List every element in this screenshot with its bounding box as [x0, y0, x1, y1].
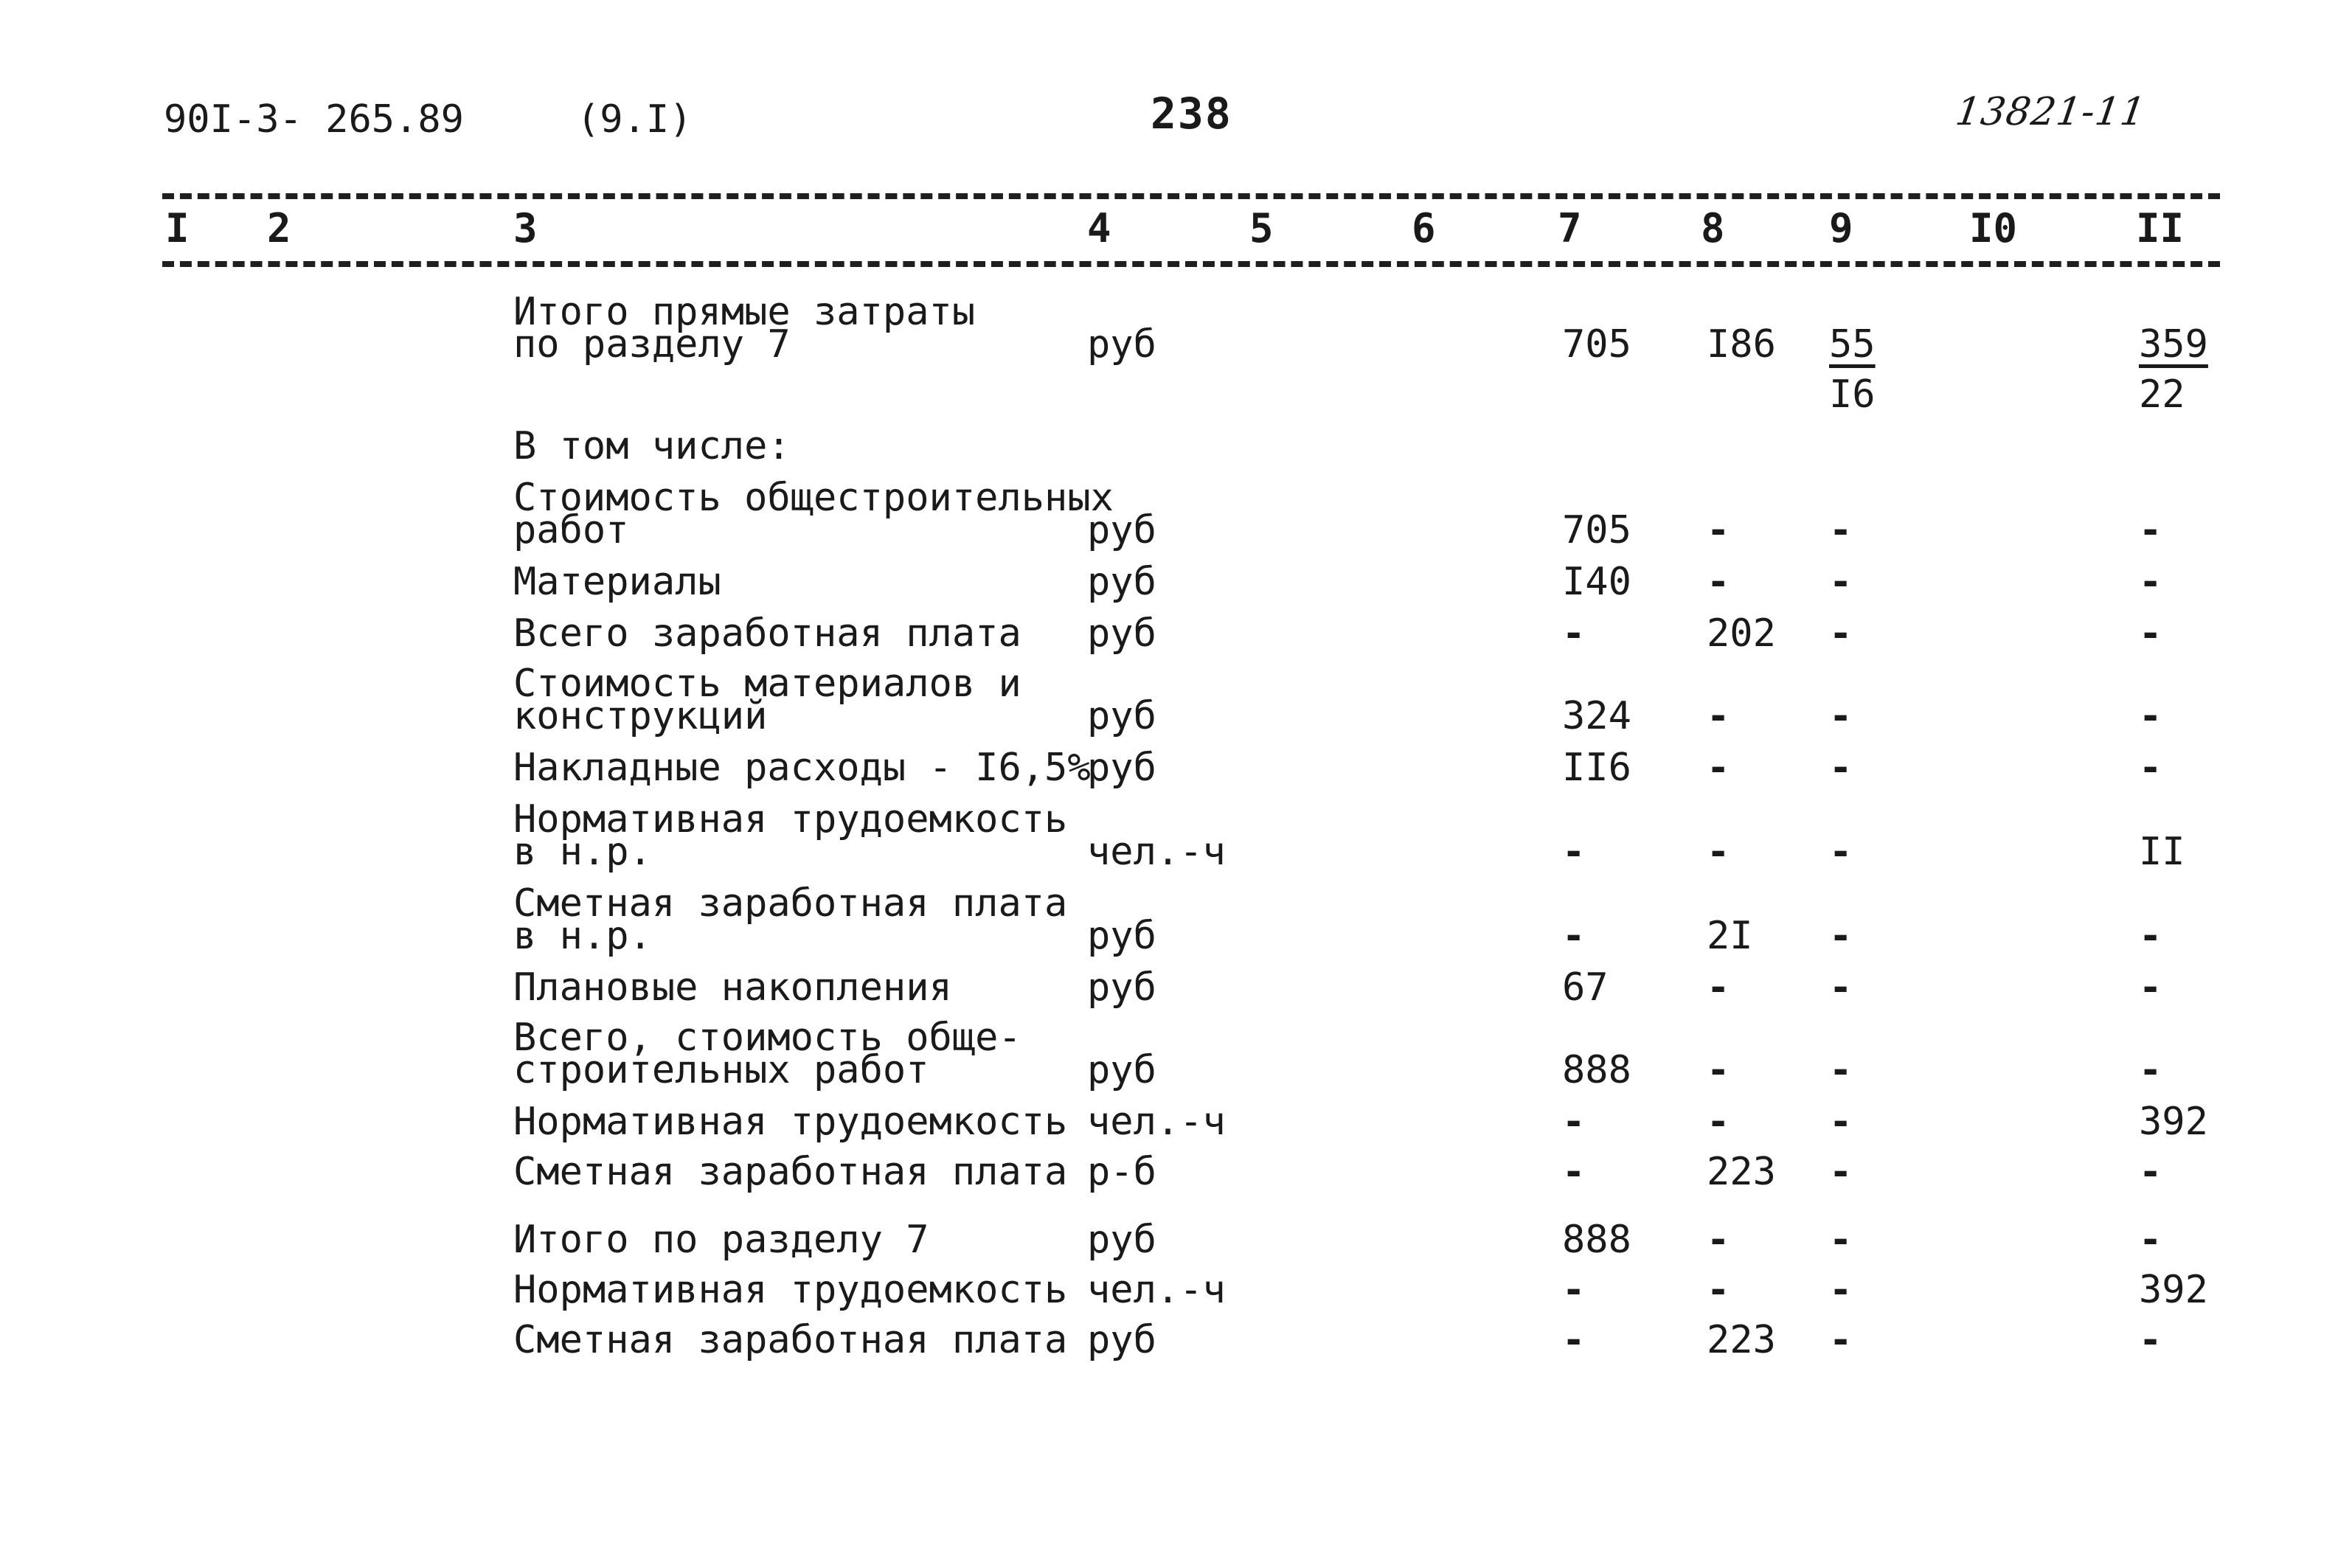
row-unit: руб: [1087, 1218, 1156, 1262]
row-description: В том числе:: [513, 424, 791, 468]
column-7-value: -: [1562, 1150, 1586, 1194]
row-unit: руб: [1087, 560, 1156, 604]
table-row: [0, 797, 2352, 891]
column-9-value: -: [1829, 914, 1853, 958]
row-unit: руб: [1087, 611, 1156, 656]
column-7-value: 67: [1562, 965, 1609, 1010]
page-number: 238: [1151, 89, 1232, 139]
column-11-value: -: [2139, 560, 2162, 604]
column-8-value: -: [1707, 830, 1730, 874]
column-9-value: -: [1829, 508, 1853, 552]
column-9-value: -: [1829, 830, 1853, 874]
row-description: Нормативная трудоемкость: [513, 1268, 1068, 1312]
row-unit: руб: [1087, 694, 1156, 738]
column-9-value: -: [1829, 1318, 1853, 1362]
column-7-value: 705: [1562, 322, 1631, 367]
section-number: (9.I): [577, 97, 693, 142]
column-11-denominator: 22: [2139, 372, 2185, 417]
column-11-value: -: [2139, 746, 2162, 790]
table-row: [0, 290, 2352, 417]
document-code: 90I-3- 265.89: [164, 97, 464, 142]
row-unit: руб: [1087, 746, 1156, 790]
column-9-value: -: [1829, 1048, 1853, 1092]
row-description: строительных работ: [513, 1048, 929, 1092]
column-7-value: I40: [1562, 560, 1631, 604]
bottom-dashed-rule: [162, 261, 2220, 267]
column-9-denominator: I6: [1829, 372, 1876, 417]
column-9-value: -: [1829, 1218, 1853, 1262]
row-description: по разделу 7: [513, 322, 791, 367]
row-unit: руб: [1087, 914, 1156, 958]
row-description: Сметная заработная плата: [513, 881, 1068, 926]
column-number: II: [2136, 205, 2185, 251]
column-11-value: -: [2139, 1150, 2162, 1194]
column-8-value: -: [1707, 508, 1730, 552]
top-dashed-rule: [162, 193, 2220, 199]
column-number: 2: [267, 205, 291, 251]
column-7-value: -: [1562, 1268, 1586, 1312]
column-11-value: -: [2139, 914, 2162, 958]
column-8-value: 223: [1707, 1318, 1776, 1362]
row-description: Плановые накопления: [513, 965, 952, 1010]
column-11-value: 392: [2139, 1100, 2208, 1144]
column-11-numerator: 359: [2139, 322, 2208, 367]
column-7-value: -: [1562, 914, 1586, 958]
column-9-value: -: [1829, 1100, 1853, 1144]
column-7-value: 888: [1562, 1218, 1631, 1262]
table-row: [0, 881, 2352, 975]
column-11-value: -: [2139, 1218, 2162, 1262]
row-description: Накладные расходы - I6,5%: [513, 746, 1091, 790]
column-11-value: -: [2139, 508, 2162, 552]
column-11-value: -: [2139, 694, 2162, 738]
column-11-value: -: [2139, 1048, 2162, 1092]
column-7-value: -: [1562, 1318, 1586, 1362]
column-8-value: 2I: [1707, 914, 1753, 958]
column-11-value: 392: [2139, 1268, 2208, 1312]
column-11-value: -: [2139, 965, 2162, 1010]
column-9-numerator: 55: [1829, 322, 1876, 367]
column-number: 9: [1829, 205, 1853, 251]
row-description: Итого по разделу 7: [513, 1218, 929, 1262]
row-unit: чел.-ч: [1087, 830, 1226, 874]
column-number: I: [165, 205, 190, 251]
column-9-value: -: [1829, 1268, 1853, 1312]
column-7-value: 888: [1562, 1048, 1631, 1092]
column-8-value: -: [1707, 1048, 1730, 1092]
column-9-value: -: [1829, 560, 1853, 604]
inventory-number: 13821-11: [1952, 90, 2149, 134]
column-8-value: -: [1707, 965, 1730, 1010]
row-unit: руб: [1087, 508, 1156, 552]
column-9-value: -: [1829, 965, 1853, 1010]
column-8-value: -: [1707, 560, 1730, 604]
column-8-value: -: [1707, 1268, 1730, 1312]
column-8-value: -: [1707, 1218, 1730, 1262]
row-description: Стоимость материалов и: [513, 662, 1021, 706]
column-number: I0: [1969, 205, 2018, 251]
column-8-value: I86: [1707, 322, 1776, 367]
column-11-value: II: [2139, 830, 2185, 874]
table-row: [0, 476, 2352, 569]
row-unit: руб: [1087, 322, 1156, 367]
table-row: [0, 1016, 2352, 1109]
row-description: работ: [513, 508, 629, 552]
row-description: Всего заработная плата: [513, 611, 1021, 656]
column-number: 3: [513, 205, 538, 251]
row-description: в н.р.: [513, 830, 652, 874]
row-unit: чел.-ч: [1087, 1268, 1226, 1312]
row-description: Нормативная трудоемкость: [513, 1100, 1068, 1144]
row-description: в н.р.: [513, 914, 652, 958]
column-7-value: 324: [1562, 694, 1631, 738]
table-row: [0, 1318, 2352, 1412]
column-7-value: -: [1562, 1100, 1586, 1144]
column-9-value: -: [1829, 746, 1853, 790]
column-9-value: -: [1829, 611, 1853, 656]
row-description: Сметная заработная плата: [513, 1150, 1068, 1194]
column-8-value: -: [1707, 694, 1730, 738]
column-11-value: -: [2139, 611, 2162, 656]
row-unit: руб: [1087, 1318, 1156, 1362]
column-number: 6: [1412, 205, 1436, 251]
row-description: Сметная заработная плата: [513, 1318, 1068, 1362]
row-unit: руб: [1087, 1048, 1156, 1092]
column-8-value: 223: [1707, 1150, 1776, 1194]
table-row: [0, 662, 2352, 755]
column-8-value: 202: [1707, 611, 1776, 656]
column-number: 5: [1249, 205, 1274, 251]
column-7-value: 705: [1562, 508, 1631, 552]
row-description: Стоимость общестроительных: [513, 476, 1114, 520]
column-9-value: -: [1829, 694, 1853, 738]
row-description: конструкций: [513, 694, 768, 738]
column-7-value: -: [1562, 830, 1586, 874]
column-7-value: II6: [1562, 746, 1631, 790]
row-unit: руб: [1087, 965, 1156, 1010]
column-7-value: -: [1562, 611, 1586, 656]
column-number: 7: [1558, 205, 1582, 251]
row-unit: чел.-ч: [1087, 1100, 1226, 1144]
column-9-value: -: [1829, 1150, 1853, 1194]
row-description: Материалы: [513, 560, 721, 604]
column-8-value: -: [1707, 1100, 1730, 1144]
column-11-value: -: [2139, 1318, 2162, 1362]
column-8-value: -: [1707, 746, 1730, 790]
column-number: 8: [1701, 205, 1725, 251]
row-description: Итого прямые затраты: [513, 290, 976, 334]
column-number: 4: [1087, 205, 1111, 251]
row-description: Всего, стоимость обще-: [513, 1016, 1021, 1060]
row-description: Нормативная трудоемкость: [513, 797, 1068, 842]
row-unit: р-б: [1087, 1150, 1156, 1194]
